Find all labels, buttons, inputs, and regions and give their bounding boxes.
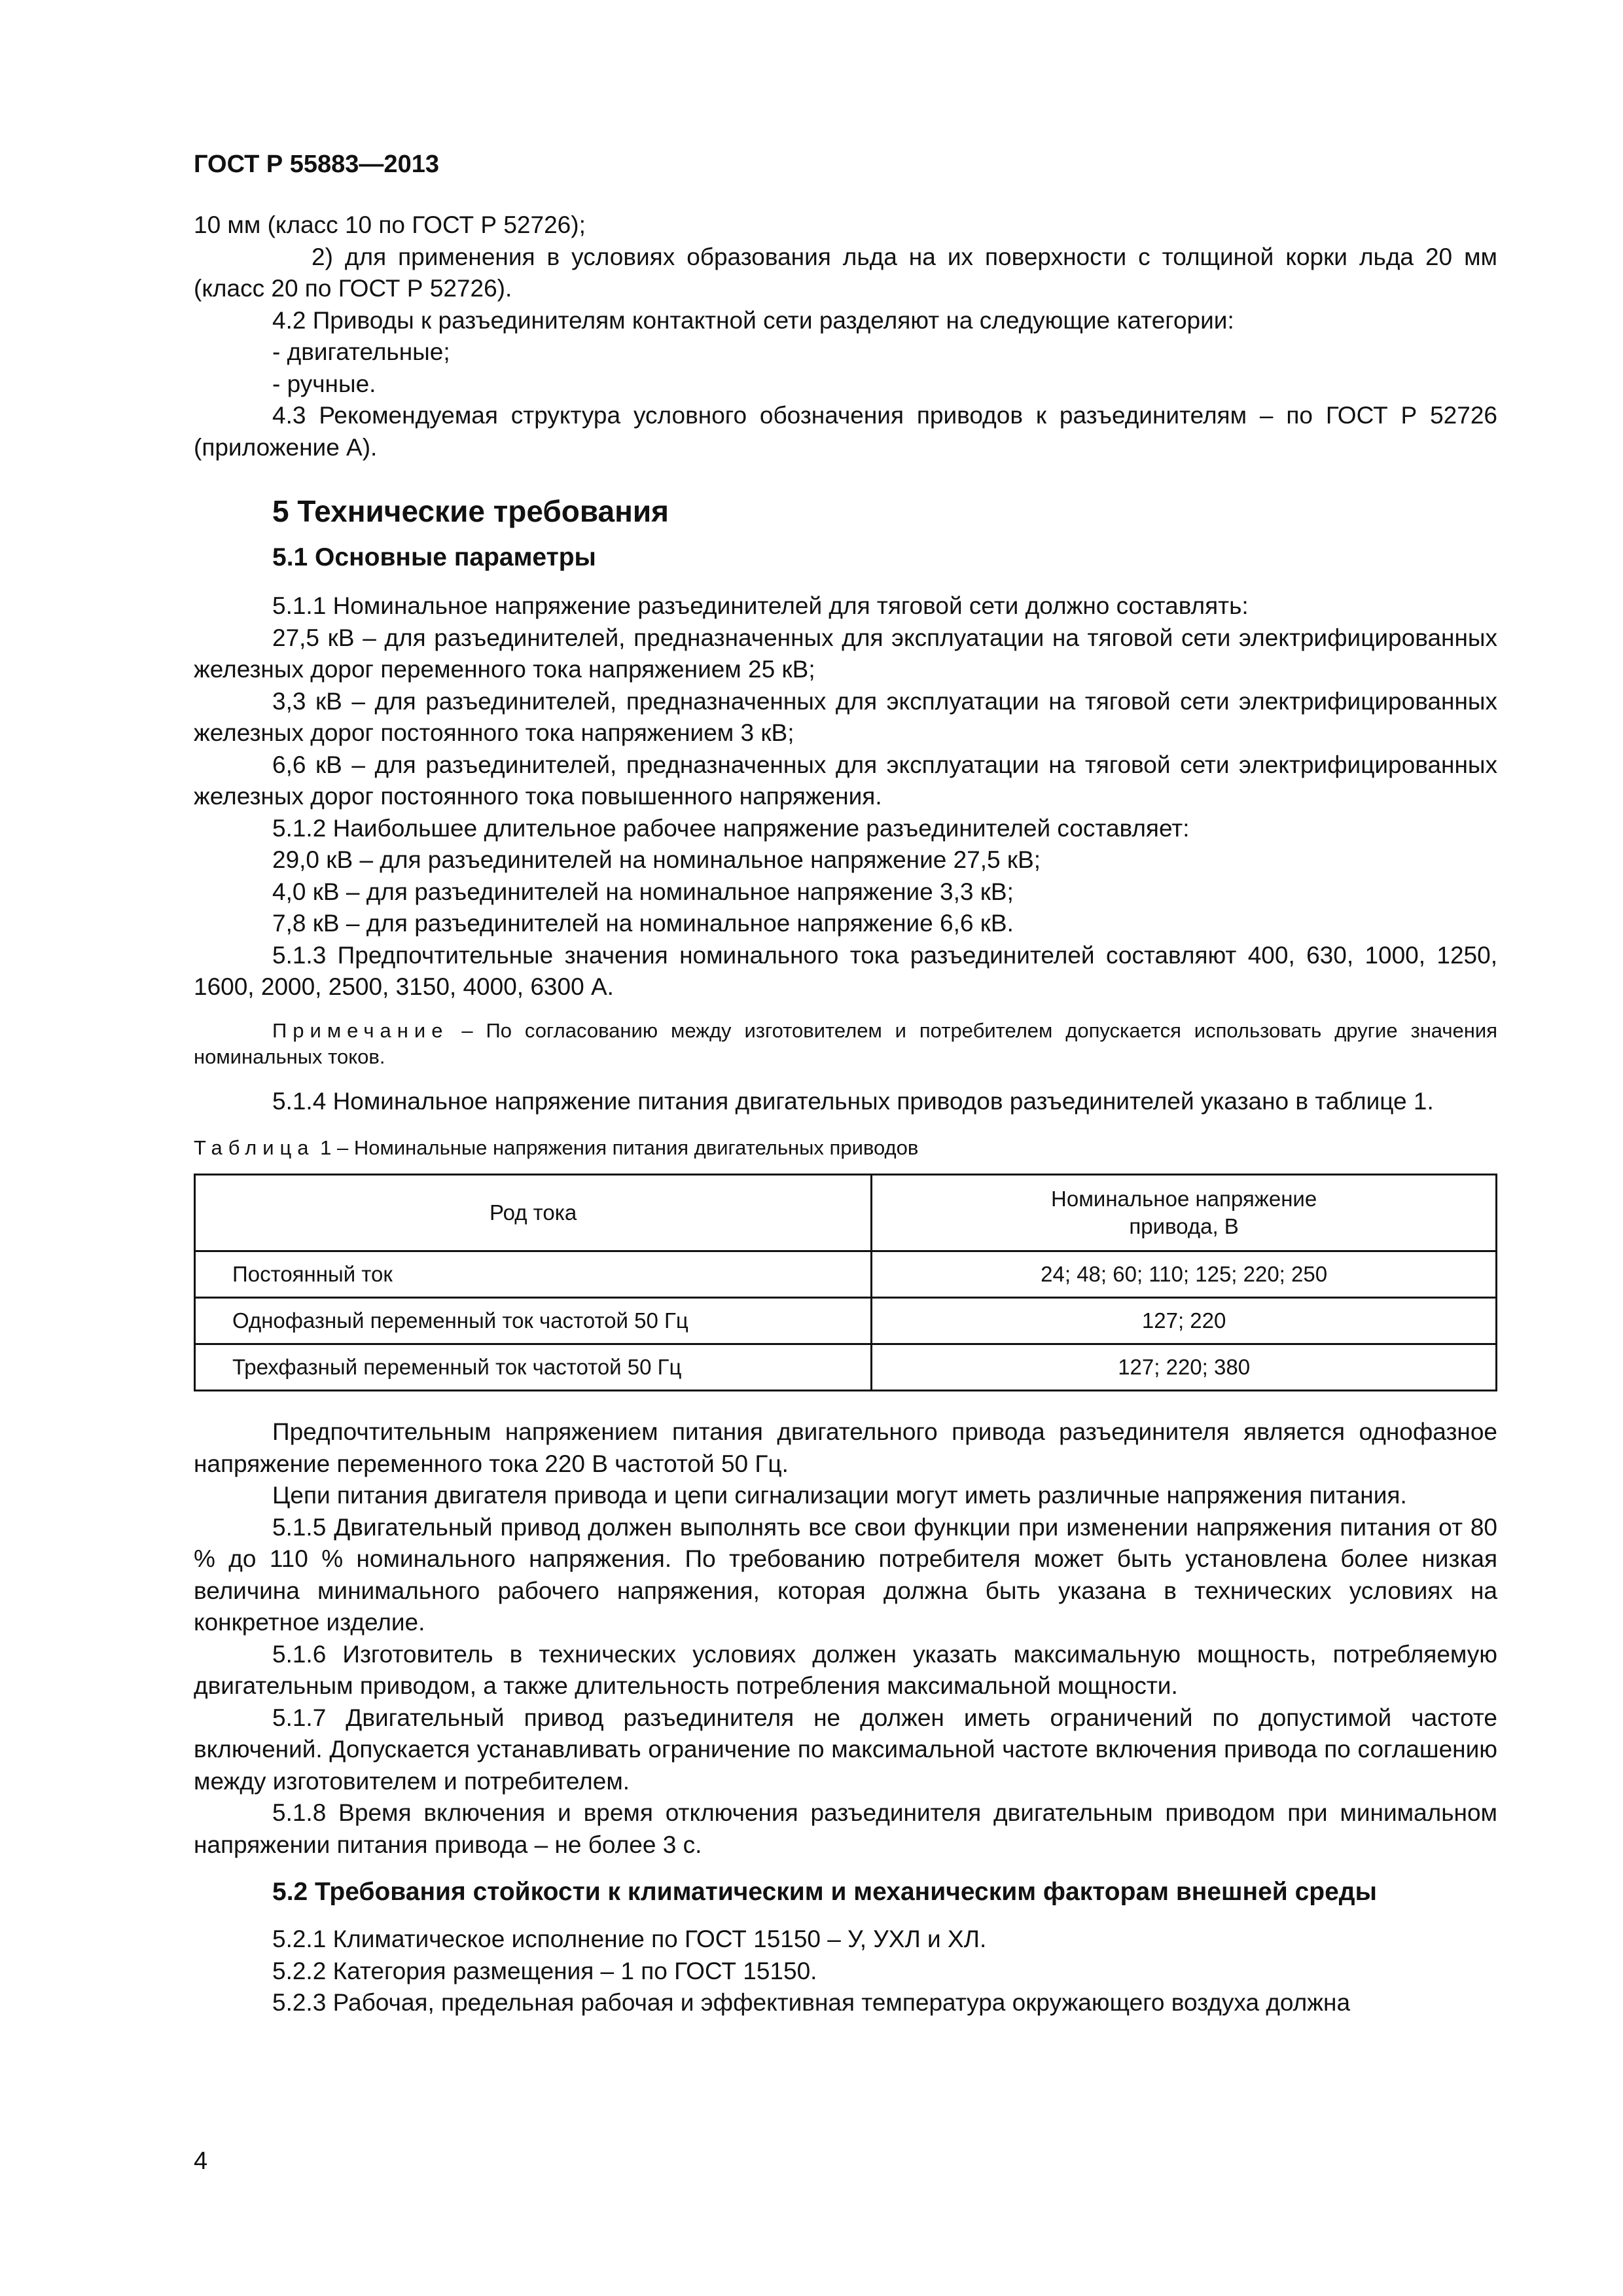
table-row [195, 1251, 1497, 1298]
table-header-cell-text: Номинальное напряжение привода, В [1051, 1187, 1317, 1238]
paragraph: 3,3 кВ – для разъединителей, предназначенных для эксплуатации на тяговой сети электрифицированных железных дорог постоянного тока напряжением 3 кВ; [194, 687, 1497, 746]
paragraph: 2) для применения в условиях образования льда на их поверхности с толщиной корки льда 20 мм (класс 20 по ГОСТ Р 52726). [194, 243, 1497, 302]
paragraph: 4.2 Приводы к разъединителям контактной сети разделяют на следующие категории: [272, 306, 1234, 334]
paragraph: 5.1.8 Время включения и время отключения разъединителя двигательным приводом при минимальном напряжении питания привода – не более 3 с. [194, 1799, 1497, 1858]
note-label: Примечание [272, 1018, 449, 1042]
table-cell: Однофазный переменный ток частотой 50 Гц [195, 1298, 872, 1344]
paragraph: 5.1.5 Двигательный привод должен выполнять все свои функции при изменении напряжения питания от 80 % до 110 % номинального напряжения. По требованию потребителя может быть установлена более низкая величина минимального рабочего напряжения, которая должна быть указана в технических условиях на конкретное изделие. [194, 1513, 1497, 1636]
paragraph: 5.1.2 Наибольшее длительное рабочее напряжение разъединителей составляет: [272, 814, 1190, 842]
table-row [195, 1344, 1497, 1391]
paragraph: 5.1.1 Номинальное напряжение разъединителей для тяговой сети должно составлять: [272, 592, 1249, 619]
paragraph: 7,8 кВ – для разъединителей на номинальное напряжение 6,6 кВ. [272, 910, 1014, 937]
table-1 [194, 1174, 1497, 1391]
paragraph: 5.1.3 Предпочтительные значения номинального тока разъединителей составляют 400, 630, 1000, 1250, 1600, 2000, 2500, 3150, 4000, 6300 А. [194, 941, 1497, 1000]
paragraph: 27,5 кВ – для разъединителей, предназначенных для эксплуатации на тяговой сети электрифицированных железных дорог переменного тока напряжением 25 кВ; [194, 624, 1497, 683]
paragraph: 5.2.1 Климатическое исполнение по ГОСТ 15150 – У, УХЛ и ХЛ. [272, 1926, 987, 1952]
table-header-cell: Род тока [195, 1175, 872, 1251]
table-caption-label: Таблица [194, 1136, 315, 1159]
paragraph: 4,0 кВ – для разъединителей на номинальное напряжение 3,3 кВ; [272, 878, 1014, 905]
table-header-cell [872, 1175, 1497, 1251]
paragraph: 5.1.4 Номинальное напряжение питания двигательных приводов разъединителей указано в таблице 1. [272, 1087, 1434, 1115]
paragraph: 5.2.3 Рабочая, предельная рабочая и эффективная температура окружающего воздуха должна [272, 1989, 1351, 2016]
list-item: - ручные. [272, 370, 376, 397]
paragraph: 5.1.6 Изготовитель в технических условиях должен указать максимальную мощность, потребляемую двигательным приводом, а также длительность потребления максимальной мощности. [194, 1640, 1497, 1699]
table-caption [194, 1134, 1497, 1162]
list-item: - двигательные; [272, 338, 450, 365]
document-header: ГОСТ Р 55883—2013 [194, 151, 439, 178]
table-header-row [195, 1175, 1497, 1251]
table-cell: 127; 220 [872, 1298, 1497, 1344]
paragraph: Цепи питания двигателя привода и цепи сигнализации могут иметь различные напряжения питания. [272, 1482, 1407, 1509]
page-content [194, 148, 1497, 2019]
paragraph: Предпочтительным напряжением питания двигательного привода разъединителя является однофазное напряжение переменного тока 220 В частотой 50 Гц. [194, 1418, 1497, 1477]
table-caption-text: 1 – Номинальные напряжения питания двигательных приводов [314, 1136, 919, 1159]
table-cell: Постоянный ток [195, 1251, 872, 1298]
table-cell: 127; 220; 380 [872, 1344, 1497, 1391]
section-5-title: 5 Технические требования [272, 494, 669, 528]
section-5-2-title: 5.2 Требования стойкости к климатическим и механическим факторам внешней среды [272, 1878, 1377, 1906]
note-text: – По согласованию между изготовителем и потребителем допускается использовать другие значения номинальных токов. [194, 1018, 1497, 1068]
paragraph: 10 мм (класс 10 по ГОСТ Р 52726); [194, 211, 586, 238]
page-number: 4 [194, 2147, 208, 2175]
paragraph: 5.2.2 Категория размещения – 1 по ГОСТ 15150. [272, 1957, 817, 1984]
paragraph: 6,6 кВ – для разъединителей, предназначенных для эксплуатации на тяговой сети электрифицированных железных дорог постоянного тока повышенного напряжения. [194, 751, 1497, 810]
table-row [195, 1298, 1497, 1344]
table-cell: 24; 48; 60; 110; 125; 220; 250 [872, 1251, 1497, 1298]
paragraph: 29,0 кВ – для разъединителей на номинальное напряжение 27,5 кВ; [272, 846, 1041, 873]
paragraph: 4.3 Рекомендуемая структура условного обозначения приводов к разъединителям – по ГОСТ Р 52726 (приложение А). [194, 402, 1497, 461]
table-cell: Трехфазный переменный ток частотой 50 Гц [195, 1344, 872, 1391]
note [194, 1018, 1497, 1070]
section-5-1-title: 5.1 Основные параметры [272, 543, 596, 571]
paragraph: 5.1.7 Двигательный привод разъединителя не должен иметь ограничений по допустимой частоте включений. Допускается устанавливать ограничение по максимальной частоте включения привода по соглашению между изготовителем и потребителем. [194, 1704, 1497, 1795]
